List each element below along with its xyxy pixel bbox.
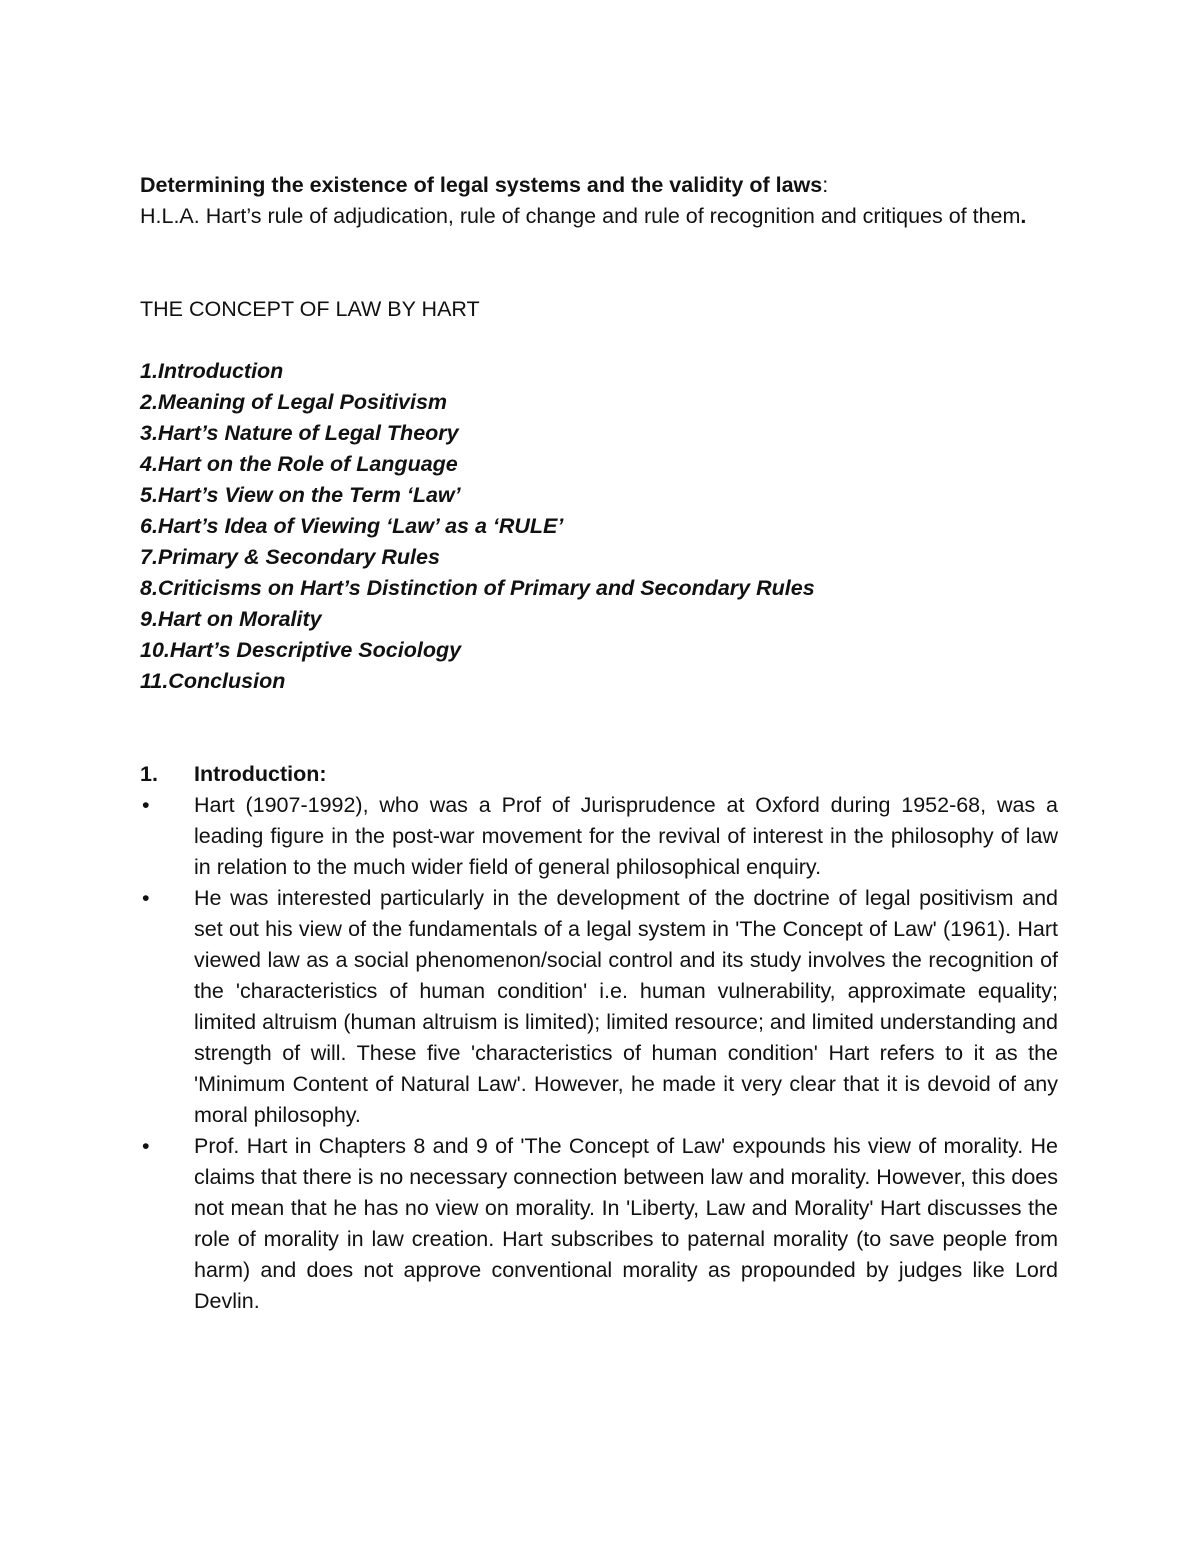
bullet-icon: • xyxy=(142,886,150,910)
toc-item: 5.Hart’s View on the Term ‘Law’ xyxy=(140,483,461,507)
spacer xyxy=(140,325,1058,356)
heading-period: . xyxy=(1020,204,1027,228)
bullet-text: He was interested particularly in the development of the doctrine of legal positivism and set out his view of the fundamentals of a legal system in 'The Concept of Law' (1961). Hart viewed law as a social phenomenon/social control and its study involves the recognition of the 'characteristics of human condition' i.e. human vulnerability, approximate equality; limited altruism (human altruism is limited); limited resource; and limited understanding and strength of will. These five 'characteristics of human condition' Hart refers to it as the 'Minimum Content of Natural Law'. However, he made it very clear that it is devoid of any moral philosophy. xyxy=(194,886,1058,1127)
spacer xyxy=(140,697,1058,759)
toc-item: 11.Conclusion xyxy=(140,669,286,693)
spacer xyxy=(140,232,1058,294)
bullet-item xyxy=(140,790,1058,883)
section-title: Introduction: xyxy=(194,762,327,786)
section-heading xyxy=(140,759,1058,790)
bullet-icon: • xyxy=(142,793,150,817)
table-of-contents xyxy=(140,356,1058,697)
toc-item: 4.Hart on the Role of Language xyxy=(140,452,458,476)
bullet-text: Hart (1907-1992), who was a Prof of Jurisprudence at Oxford during 1952-68, was a leading figure in the post-war movement for the revival of interest in the philosophy of law in relation to the much wider field of general philosophical enquiry. xyxy=(194,793,1058,879)
bullet-icon: • xyxy=(142,1134,150,1158)
bullet-list xyxy=(140,790,1058,1317)
page-title: THE CONCEPT OF LAW BY HART xyxy=(140,297,480,321)
heading-colon: : xyxy=(822,173,829,197)
bullet-item xyxy=(140,883,1058,1131)
toc-item: 10.Hart’s Descriptive Sociology xyxy=(140,638,462,662)
toc-item: 3.Hart’s Nature of Legal Theory xyxy=(140,421,459,445)
toc-item: 1.Introduction xyxy=(140,359,284,383)
toc-item: 9.Hart on Morality xyxy=(140,607,322,631)
document-body xyxy=(140,170,1058,1317)
toc-item: 6.Hart’s Idea of Viewing ‘Law’ as a ‘RULE’ xyxy=(140,514,564,538)
toc-item: 8.Criticisms on Hart’s Distinction of Primary and Secondary Rules xyxy=(140,576,815,600)
heading-subtitle: H.L.A. Hart’s rule of adjudication, rule of change and rule of recognition and critiques of them xyxy=(140,204,1021,228)
toc-item: 7.Primary & Secondary Rules xyxy=(140,545,440,569)
document-heading xyxy=(140,170,1058,232)
bullet-item xyxy=(140,1131,1058,1317)
heading-title: Determining the existence of legal systems and the validity of laws xyxy=(140,173,823,197)
bullet-text: Prof. Hart in Chapters 8 and 9 of 'The Concept of Law' expounds his view of morality. He claims that there is no necessary connection between law and morality. However, this does not mean that he has no view on morality. In 'Liberty, Law and Morality' Hart discusses the role of morality in law creation. Hart subscribes to paternal morality (to save people from harm) and does not approve conventional morality as propounded by judges like Lord Devlin. xyxy=(194,1134,1058,1313)
toc-item: 2.Meaning of Legal Positivism xyxy=(140,390,448,414)
section-number: 1. xyxy=(140,762,158,786)
